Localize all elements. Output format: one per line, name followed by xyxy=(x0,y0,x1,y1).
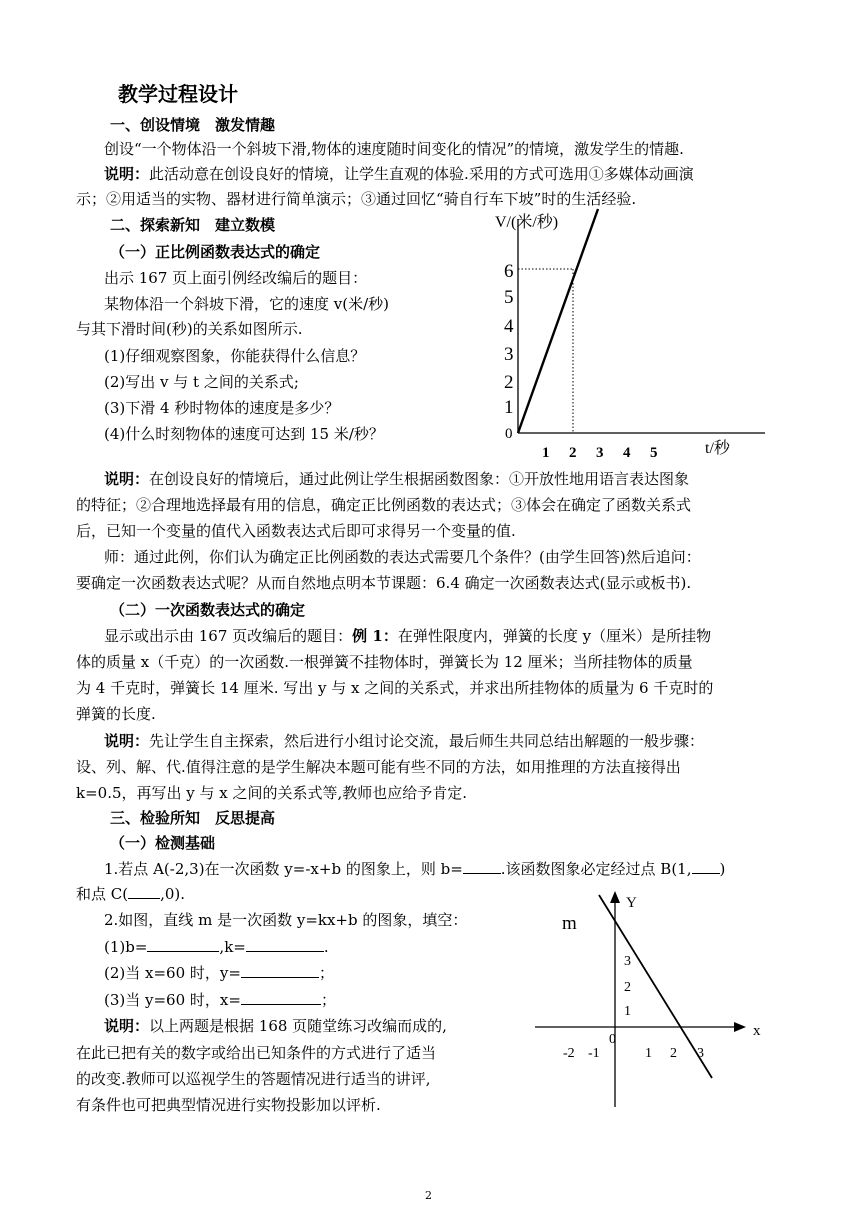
note-label: 说明： xyxy=(104,470,150,488)
exercise-1-text-c: ) xyxy=(719,860,726,878)
chart1-y-tick-4: 4 xyxy=(504,316,514,337)
question-2: (2)写出 v 与 t 之间的关系式; xyxy=(104,373,299,391)
chart2-x-tick-0: 0 xyxy=(609,1032,616,1047)
section-3-heading: 三、检验所知 反思提高 xyxy=(110,809,276,827)
answer-blank-x-value[interactable] xyxy=(241,990,321,1005)
answer-blank-point-b[interactable] xyxy=(692,859,720,874)
exercise-2-question-3 xyxy=(104,990,336,1010)
exercise-2-question-1 xyxy=(104,937,329,957)
subsection-3-1-heading: （一）检测基础 xyxy=(110,834,216,852)
section-1-paragraph: 创设“一个物体沿一个斜坡下滑,物体的速度随时间变化的情况”的情境，激发学生的情趣. xyxy=(104,140,684,158)
chart2-x-tick-neg2: -2 xyxy=(563,1046,575,1061)
answer-blank-point-c[interactable] xyxy=(128,884,160,899)
chart2-y-axis-label: Y xyxy=(626,895,637,911)
exercise-2-q1-text-b: ,k= xyxy=(219,938,246,956)
subsection-2-2-heading: （二）一次函数表达式的确定 xyxy=(110,601,306,619)
section-2-note3-line-1 xyxy=(104,731,704,751)
note-label: 说明： xyxy=(104,1017,150,1035)
exercise-2-q3-text-a: (3)当 y=60 时，x= xyxy=(104,991,241,1009)
velocity-time-chart xyxy=(485,205,770,465)
section-3-note-line-1 xyxy=(104,1016,447,1036)
exercise-1-text-a: 1.若点 A(-2,3)在一次函数 y=-x+b 的图象上，则 b= xyxy=(104,860,463,878)
section-1-note-line-1 xyxy=(104,164,694,184)
subsection-2-1-heading: （一）正比例函数表达式的确定 xyxy=(110,243,321,261)
chart1-x-tick-5: 5 xyxy=(650,445,658,461)
chart1-series-line xyxy=(518,209,598,433)
chart2-y-tick-1: 1 xyxy=(624,1004,631,1019)
example-intro: 出示 167 页上面引例经改编后的题目： xyxy=(104,269,368,287)
chart2-x-axis-label: x xyxy=(753,1023,761,1039)
question-4: (4)什么时刻物体的速度可达到 15 米/秒？ xyxy=(104,425,384,443)
question-1: (1)仔细观察图象，你能获得什么信息？ xyxy=(104,347,366,365)
chart2-y-arrow xyxy=(610,891,620,903)
teacher-line-2: 要确定一次函数表达式呢？从而自然地点明本节课题：6.4 确定一次函数表达式(显示或板书). xyxy=(76,574,692,592)
example-1-line-3: 为 4 千克时，弹簧长 14 厘米. 写出 y 与 x 之间的关系式，并求出所挂物体的质量为 6 千克时的 xyxy=(76,679,714,697)
page-number: 2 xyxy=(425,1189,432,1202)
chart1-y-tick-6: 6 xyxy=(504,261,514,282)
example-text-2: 与其下滑时间(秒)的关系如图所示. xyxy=(76,320,303,338)
note-text: 此活动意在创设良好的情境，让学生直观的体验.采用的方式可选用①多媒体动画演 xyxy=(149,165,694,183)
chart1-y-tick-2: 2 xyxy=(504,372,514,393)
chart2-x-tick-neg1: -1 xyxy=(588,1046,600,1061)
note-text: 先让学生自主探索，然后进行小组讨论交流，最后师生共同总结出解题的一般步骤： xyxy=(149,732,705,750)
page-title: 教学过程设计 xyxy=(118,82,238,106)
exercise-2-q2-text-a: (2)当 x=60 时，y= xyxy=(104,964,241,982)
section-3-note-line-4: 有条件也可把典型情况进行实物投影加以评析. xyxy=(76,1096,381,1114)
answer-blank-y-value[interactable] xyxy=(241,963,319,978)
chart2-x-tick-3: 3 xyxy=(697,1046,704,1061)
exercise-2-q1-text-a: (1)b= xyxy=(104,938,148,956)
exercise-2-q2-text-b: ； xyxy=(318,964,334,982)
exercise-1-line-1 xyxy=(104,859,725,879)
example-1-line-1 xyxy=(104,626,711,646)
answer-blank-b[interactable] xyxy=(463,859,501,874)
section-3-note-line-3: 的改变.教师可以巡视学生的答题情况进行适当的讲评, xyxy=(76,1070,431,1088)
chart2-x-tick-1: 1 xyxy=(645,1046,652,1061)
example-1-line-2: 体的质量 x（千克）的一次函数.一根弹簧不挂物体时，弹簧长为 12 厘米；当所挂物体的质量 xyxy=(76,653,693,671)
chart1-x-axis-label: t/秒 xyxy=(705,440,730,457)
note-label: 说明： xyxy=(104,732,150,750)
section-1-heading: 一、创设情境 激发情趣 xyxy=(110,116,276,134)
chart1-x-tick-4: 4 xyxy=(623,445,631,461)
example-1-line-4: 弹簧的长度. xyxy=(76,705,156,723)
note-text: 以上两题是根据 168 页随堂练习改编而成的, xyxy=(149,1017,447,1035)
example-1-intro: 显示或出示由 167 页改编后的题目： xyxy=(104,627,353,645)
exercise-2-q1-text-c: . xyxy=(323,938,329,956)
example-1-text: 在弹性限度内，弹簧的长度 y（厘米）是所挂物 xyxy=(397,627,712,645)
chart1-x-tick-3: 3 xyxy=(596,445,604,461)
answer-blank-k-value[interactable] xyxy=(246,937,324,952)
chart2-x-arrow xyxy=(734,1022,746,1032)
section-3-note-line-2: 在此已把有关的数字或给出已知条件的方式进行了适当 xyxy=(76,1044,437,1062)
chart2-y-tick-3: 3 xyxy=(624,954,631,969)
note-text: 在创设良好的情境后，通过此例让学生根据函数图象：①开放性地用语言表达图象 xyxy=(149,470,690,488)
section-2-note3-line-3: k=0.5，再写出 y 与 x 之间的关系式等,教师也应给予肯定. xyxy=(76,784,468,802)
exercise-1-text-e: ,0). xyxy=(160,885,186,903)
chart2-series-label: m xyxy=(562,913,577,934)
chart2-x-tick-2: 2 xyxy=(670,1046,677,1061)
section-2-note-line-2: 的特征；②合理地选择最有用的信息，确定正比例函数的表达式；③体会在确定了函数关系式 xyxy=(76,496,692,514)
chart1-y-tick-1: 1 xyxy=(504,397,514,418)
chart1-y-tick-3: 3 xyxy=(504,344,514,365)
section-2-heading: 二、探索新知 建立数模 xyxy=(110,216,276,234)
chart1-y-axis-label: V/(米/秒) xyxy=(495,214,559,231)
section-2-note-line-1 xyxy=(104,469,689,489)
section-2-note-line-3: 后，已知一个变量的值代入函数表达式后即可求得另一个变量的值. xyxy=(76,522,516,540)
example-1-label: 例 1： xyxy=(352,627,398,645)
exercise-1-line-2 xyxy=(76,884,185,904)
section-1-note-line-2: 示；②用适当的实物、器材进行简单演示；③通过回忆“骑自行车下坡”时的生活经验. xyxy=(76,190,637,208)
chart1-x-tick-1: 1 xyxy=(542,445,550,461)
chart2-y-tick-2: 2 xyxy=(624,980,631,995)
exercise-1-text-b: .该函数图象必定经过点 B(1, xyxy=(500,860,692,878)
exercise-2-question-2 xyxy=(104,963,334,983)
note-label: 说明： xyxy=(104,165,150,183)
chart1-y-tick-0: 0 xyxy=(505,426,513,442)
line-m-chart xyxy=(530,885,770,1110)
question-3: (3)下滑 4 秒时物体的速度是多少？ xyxy=(104,399,340,417)
section-2-note3-line-2: 设、列、解、代.值得注意的是学生解决本题可能有些不同的方法，如用推理的方法直接得出 xyxy=(76,758,681,776)
exercise-1-text-d: 和点 C( xyxy=(76,885,129,903)
teacher-line-1: 师：通过此例，你们认为确定正比例函数的表达式需要几个条件？(由学生回答)然后追问： xyxy=(104,548,701,566)
chart2-series-line-m xyxy=(599,895,712,1078)
chart1-y-tick-5: 5 xyxy=(504,287,514,308)
answer-blank-b-value[interactable] xyxy=(147,937,219,952)
chart1-x-tick-2: 2 xyxy=(569,445,577,461)
exercise-2-q3-text-b: ； xyxy=(320,991,336,1009)
example-text-1: 某物体沿一个斜坡下滑，它的速度 v(米/秒) xyxy=(104,295,390,313)
exercise-2-intro: 2.如图，直线 m 是一次函数 y=kx+b 的图象，填空： xyxy=(104,911,468,929)
